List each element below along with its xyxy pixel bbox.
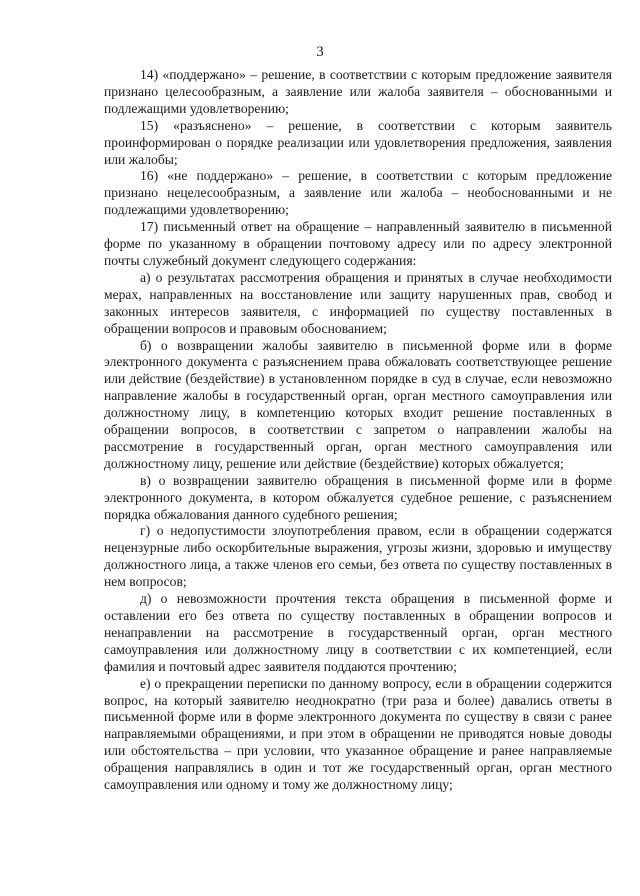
subparagraph-v: в) о возвращении заявителю обращения в письменной форме или в форме электронного документа, в котором обжалуется судебное решение, с разъяснением порядка обжалования данного судебного решения; <box>104 472 612 522</box>
paragraph-item-16: 16) «не поддержано» – решение, в соответствии с которым предложение признано нецелесообразным, а заявление или жалоба – необоснованными и не подлежащими удовлетворению; <box>104 168 612 218</box>
document-body <box>104 67 612 794</box>
subparagraph-d: д) о невозможности прочтения текста обращения в письменной форме и оставлении его без ответа по существу поставленных в обращении вопросов и ненаправлении на рассмотрение в государственный орган, орган местного самоуправления или должностному лицу в соответствии с их компетенцией, если фамилия и почтовый адрес заявителя поддаются прочтению; <box>104 591 612 674</box>
paragraph-item-15: 15) «разъяснено» – решение, в соответствии с которым заявитель проинформирован о порядке реализации или удовлетворения предложения, заявления или жалобы; <box>104 117 612 167</box>
subparagraph-b: б) о возвращении жалобы заявителю в письменной форме или в форме электронного документа с разъяснением права обжаловать соответствующее решение или действие (бездействие) в установленном порядке в суд в случае, если невозможно направление жалобы в государственный орган, орган местного самоуправления или должностному лицу, в компетенцию которых входит решение поставленных в обращении вопросов, в соответствии с запретом о направлении жалобы на рассмотрение в государственный орган, орган местного самоуправления или должностному лицу, решение или действие (бездействие) которых обжалуется; <box>104 337 612 471</box>
subparagraph-g: г) о недопустимости злоупотребления правом, если в обращении содержатся нецензурные либо оскорбительные выражения, угрозы жизни, здоровью и имуществу должностного лица, а также членов его семьи, без ответа по существу поставленных в нем вопросов; <box>104 523 612 590</box>
paragraph-item-14: 14) «поддержано» – решение, в соответствии с которым предложение заявителя признано целесообразным, а заявление или жалоба заявителя – обоснованными и подлежащими удовлетворению; <box>104 67 612 116</box>
page-number: 3 <box>316 44 324 60</box>
subparagraph-a: а) о результатах рассмотрения обращения и принятых в случае необходимости мерах, направленных на восстановление или защиту нарушенных прав, свобод и законных интересов заявителя, с информацией по существу поставленных в обращении вопросов и правовым обоснованием; <box>104 269 612 336</box>
subparagraph-e: е) о прекращении переписки по данному вопросу, если в обращении содержится вопрос, на который заявителю неоднократно (три раза и более) давались ответы в письменной форме или в форме электронного документа по существу в связи с ранее направляемыми обращениями, и при этом в обращении не приводятся новые доводы или обстоятельства – при условии, что указанное обращение и ранее направляемые обращения направлялись в один и тот же государственный орган, орган местного самоуправления или одному и тому же должностному лицу; <box>104 675 612 793</box>
paragraph-item-17: 17) письменный ответ на обращение – направленный заявителю в письменной форме по указанному в обращении почтовому адресу или по адресу электронной почты служебный документ следующего содержания: <box>104 219 612 268</box>
